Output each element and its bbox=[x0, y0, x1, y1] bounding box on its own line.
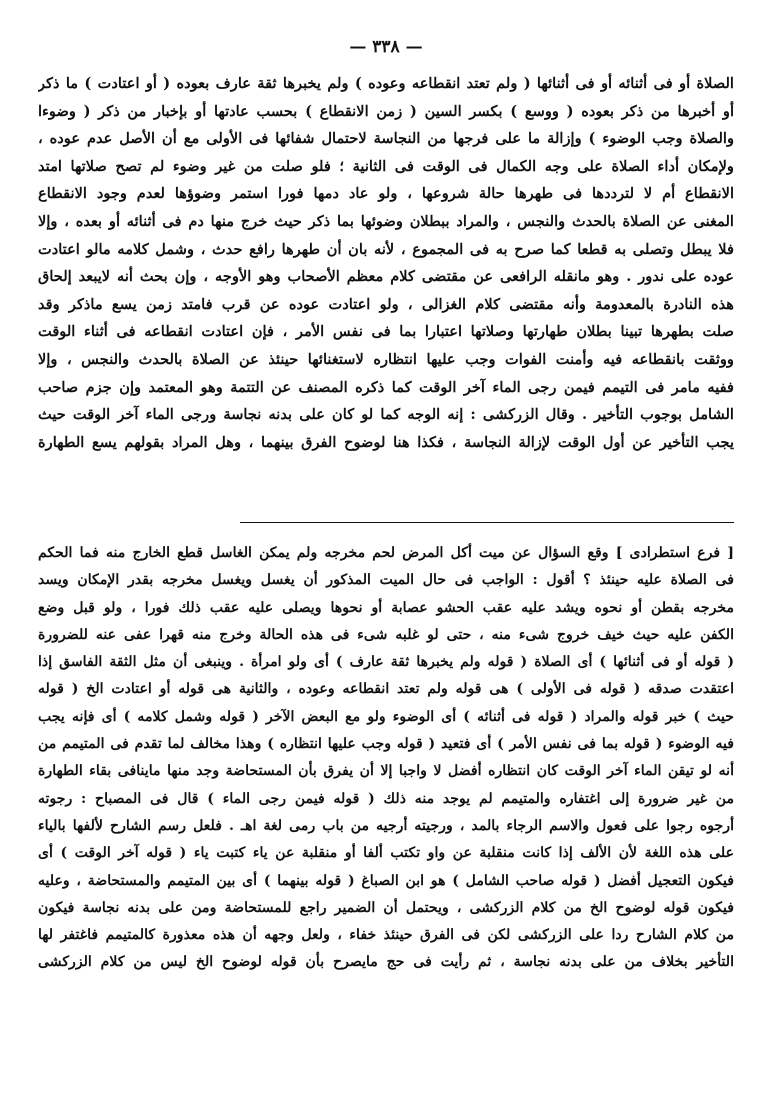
document-page bbox=[38, 36, 734, 971]
footnote-line: حيث ) خبر قوله والمراد ( قوله فى أثنائه ) أى الوضوء ولو مع البعض الآخر ( قوله وشمل كلامه ) أى فإنه يجب bbox=[38, 708, 734, 725]
footnote-line: مخرجه بقطن أو نحوه ويشد عليه عقب الحشو عصابة أو نحوها ويصلى عليه عقب ذلك فورا ، ولو قبل وضع bbox=[38, 599, 734, 616]
page-number: — ٣٣٨ — bbox=[349, 37, 423, 57]
footnote-line: اعتقدت صدقه ( قوله فى الأولى ) هى قوله ولم تعتد انقطاعه وعوده ، والثانية هى قوله أو اعتادت الخ ( قوله bbox=[38, 681, 734, 698]
main-line: المغنى عن الصلاة بالحدث والنجس ، والمراد ببطلان وضوئها بما ذكر حيث خرج منها دم فى أثنائه أو بعده ، وإلا bbox=[38, 212, 734, 230]
main-line: الانقطاع أم لا لترددها فى طهرها حالة شروعها ، ولو عاد دمها فورا استمر وضوؤها لعدم وجود الانقطاع bbox=[38, 185, 734, 203]
footnote-line: [ فرع استطرادى ] وقع السؤال عن ميت أكل المرض لحم مخرجه ولم يمكن الغاسل قطع الخارج منه فما الحكم bbox=[38, 545, 734, 561]
main-line: فلا يبطل وتصلى به قطعا كما صرح به فى المجموع ، لأنه بان أن طهرها رافع حدث ، وشمل كلامه مالو اعتادت bbox=[38, 240, 734, 258]
footnote-line: فيكون التعجيل أفضل ( قوله صاحب الشامل ) هو ابن الصباغ ( قوله بينهما ) أى بين المتيمم والمستحاضة ، وعليه bbox=[38, 872, 734, 889]
footnote-line: فيكون قوله لوضوح الخ من كلام الزركشى ، ويحتمل أن الضمير راجع للمستحاضة ومن على بدنه نجاسة فيكون bbox=[38, 899, 734, 916]
footnote-line: ( قوله أو فى أثنائها ) أى الصلاة ( قوله ولم يخبرها ثقة عارف ) أى ولو امرأة . وينبغى أن مثل الثقة الفاسق إذا bbox=[38, 654, 734, 671]
main-line: صلت بطهرها تبينا بطلان طهارتها وصلاتها اعتبارا بما فى نفس الأمر ، فإن اعتادت انقطاعه فى أثناء الوقت bbox=[38, 323, 734, 341]
main-line: الصلاة أو فى أثنائه أو فى أثنائها ( ولم تعتد انقطاعه وعوده ) ولم يخبرها ثقة عارف بعوده ( أو اعتادت ) ما ذكر bbox=[38, 75, 734, 92]
main-line: أو أخبرها من ذكر بعوده ( ووسع ) بكسر السين ( زمن الانقطاع ) بحسب عادتها أو بإخبار من ذكر ( وضوءا bbox=[38, 102, 734, 120]
footnote-line: من كلام الشارح ردا على الزركشى لكن فى الفرق حينئذ خفاء ، ولعل وجهه أن هذه معذورة كالمتيمم فاغتفر لها bbox=[38, 927, 734, 944]
footnote-block bbox=[38, 540, 734, 977]
main-line: الشامل بوجوب التأخير . وقال الزركشى : إنه الوجه كما لو كان على بدنه نجاسة ورجى الماء آخر الوقت حيث bbox=[38, 406, 734, 424]
footnote-line: التأخير بخلاف من على بدنه نجاسة ، ثم رأيت فى حج مايصرح بأن قوله لوضوح الخ ليس من كلام الزركشى bbox=[38, 954, 734, 971]
footnote-line: فيه الوضوء ( قوله بما فى نفس الأمر ) أى فتعيد ( قوله وجب عليها انتظاره ) وهذا مخالف لما تقدم فى المتيمم من bbox=[38, 736, 734, 753]
main-line: هذه النادرة بالمعدومة وأنه مقتضى كلام الغزالى ، ولو اعتادت عوده عن قرب فامتد زمن يسع ماذكر وقد bbox=[38, 295, 734, 313]
main-text-block bbox=[38, 70, 734, 456]
footnote-line: أرجوه رجوا على فعول والاسم الرجاء بالمد ، ورجيته أرجيه من باب رمى لغة اهـ . فلعل رسم الشارح لألفها بالياء bbox=[38, 817, 734, 834]
main-line: ووثقت بانقطاعه فيه وأمنت الفوات وجب عليها انتظاره لاستغنائها حينئذ عن الصلاة بالحدث والنجس ، وإلا bbox=[38, 350, 734, 368]
main-line: عوده على ندور . وهو مانقله الرافعى عن مقتضى كلام معظم الأصحاب وهو الأوجه ، وإن بحث أنه لايبعد إلحاق bbox=[38, 268, 734, 286]
footnote-line: أنه لو تيقن الماء آخر الوقت كان انتظاره أفضل لا واجبا إلا أن يفرق بأن المستحاضة وجد منها ماينافى بقاء الطهارة bbox=[38, 763, 734, 780]
main-line: ولإمكان أداء الصلاة على وجه الكمال فى الوقت فى الثانية ؛ فلو صلت من غير وضوء لم تصح صلاتها امتد bbox=[38, 157, 734, 175]
footnote-line: الكفن عليه حيث خيف خروج شىء منه ، حتى لو غلبه شىء فى هذه الحالة وخرج منه قهرا عفى عنه للضرورة bbox=[38, 626, 734, 643]
main-line: يجب التأخير عن أول الوقت لإزالة النجاسة ، فكذا هنا لوضوح الفرق بينهما ، وهل المراد بقولهم يسع الطهارة bbox=[38, 433, 734, 451]
footnote-line: على هذه اللغة لأن الألف إذا كانت منقلبة عن واو تكتب ألفا أو منقلبة عن ياء كتبت ياء ( قوله آخر الوقت ) أى bbox=[38, 845, 734, 862]
footnote-line: من غير ضرورة إلى اغتفاره والمتيمم لم يوجد منه ذلك ( قوله فيمن رجى الماء ) قال فى المصباح : رجوته bbox=[38, 790, 734, 807]
footnote-line: فى الصلاة عليه حينئذ ؟ أقول : الواجب فى حال الميت المذكور أن يغسل ويغسل مخرجه بقدر الإمكان ويسد bbox=[38, 572, 734, 589]
main-line: والصلاة وجب الوضوء ) وإزالة ما على فرجها من النجاسة لاحتمال شفائها فى الأولى مع أن الأصل عدم عوده ، bbox=[38, 130, 734, 148]
main-line: ففيه مامر فى التيمم فيمن رجى الماء آخر الوقت كما ذكره المصنف عن التتمة وهو المعتمد وإن جزم صاحب bbox=[38, 378, 734, 396]
footnote-separator bbox=[240, 522, 734, 523]
